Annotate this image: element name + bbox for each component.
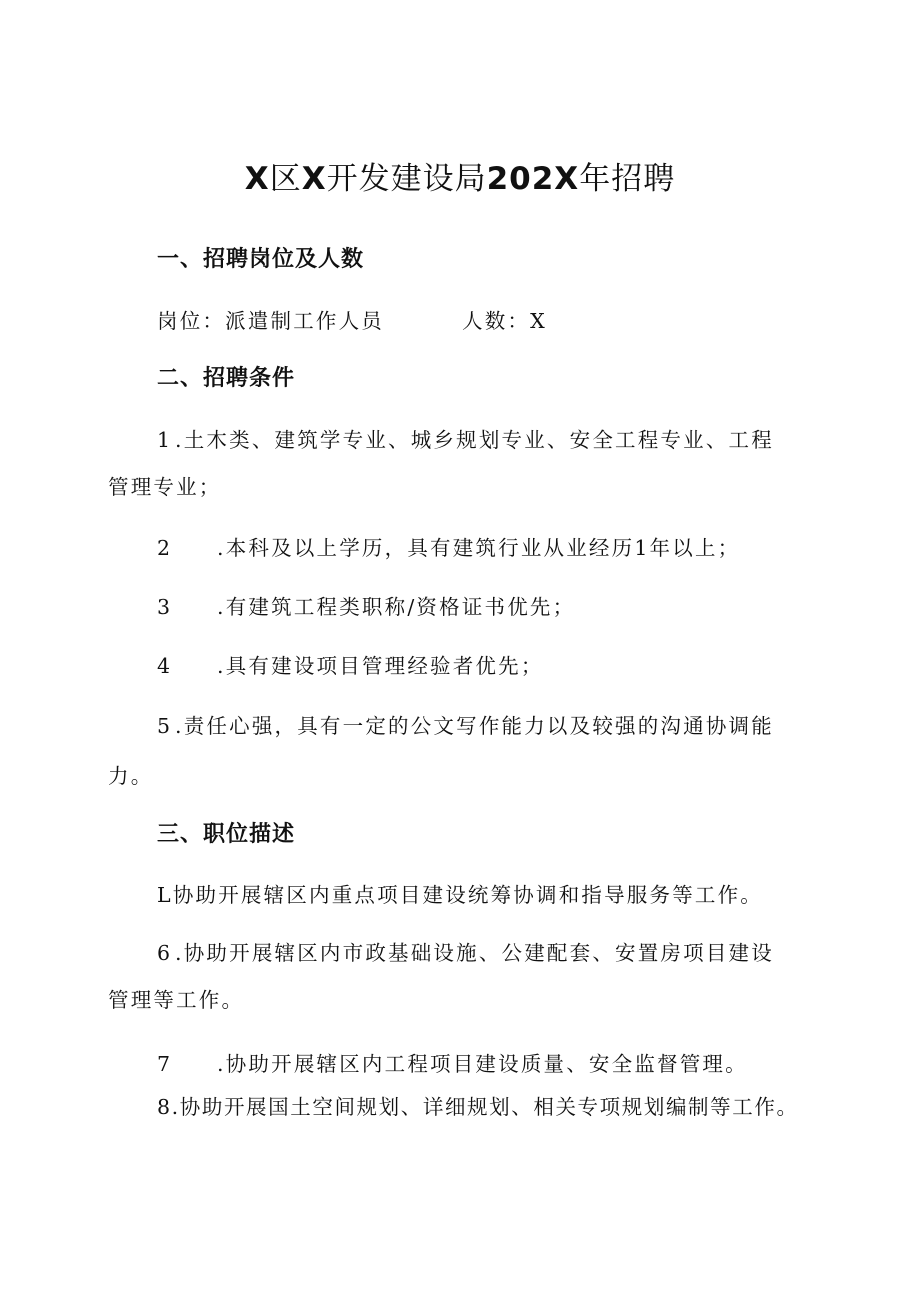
- section-heading-requirements: 二、招聘条件: [157, 366, 296, 391]
- requirement-item-5: [157, 711, 817, 741]
- duty-item-6-continued: 管理等工作。: [108, 988, 245, 1012]
- requirement-item-2: [157, 533, 817, 563]
- item-number: 6: [157, 941, 173, 965]
- item-number: 4: [157, 654, 173, 678]
- title-part: 年招聘: [579, 161, 676, 197]
- duty-item-1: L协助开展辖区内重点项目建设统筹协调和指导服务等工作。: [157, 883, 764, 907]
- duty-item-7: [157, 1049, 817, 1079]
- section-heading-description: 三、职位描述: [157, 822, 296, 847]
- item-text: .具有建设项目管理经验者优先；: [217, 654, 544, 678]
- count-text: 人数：X: [462, 309, 547, 333]
- item-text: .协助开展辖区内市政基础设施、公建配套、安置房项目建设: [175, 941, 774, 965]
- requirement-item-3: [157, 592, 817, 622]
- item-number: 5: [157, 714, 173, 738]
- title-part: 区: [269, 161, 302, 197]
- requirement-item-5-continued: 力。: [108, 764, 154, 788]
- title-part: X: [244, 161, 270, 197]
- item-number: 2: [157, 536, 173, 560]
- title-part: 202X: [486, 161, 580, 197]
- item-text: .土木类、建筑学专业、城乡规划专业、安全工程专业、工程: [175, 428, 774, 452]
- item-number: 7: [157, 1052, 173, 1076]
- item-text: .本科及以上学历，具有建筑行业从业经历1年以上；: [217, 536, 741, 560]
- requirement-item-1: [157, 425, 817, 455]
- requirement-item-4: [157, 651, 817, 681]
- item-text: .责任心强，具有一定的公文写作能力以及较强的沟通协调能: [175, 714, 774, 738]
- item-number: 3: [157, 595, 173, 619]
- item-number: 1: [157, 428, 173, 452]
- title-part: 开发建设局: [326, 161, 487, 197]
- duty-item-6: [157, 938, 817, 968]
- requirement-item-1-continued: 管理专业；: [108, 475, 222, 499]
- title-part: X: [301, 161, 327, 197]
- item-text: .协助开展辖区内工程项目建设质量、安全监督管理。: [217, 1052, 748, 1076]
- position-line: [157, 306, 817, 336]
- section-heading-positions: 一、招聘岗位及人数: [157, 247, 365, 272]
- duty-item-8: 8.协助开展国土空间规划、详细规划、相关专项规划编制等工作。: [157, 1095, 799, 1119]
- document-title: [0, 158, 920, 200]
- position-text: 岗位：派遣制工作人员: [157, 309, 384, 333]
- item-text: .有建筑工程类职称/资格证书优先；: [217, 595, 576, 619]
